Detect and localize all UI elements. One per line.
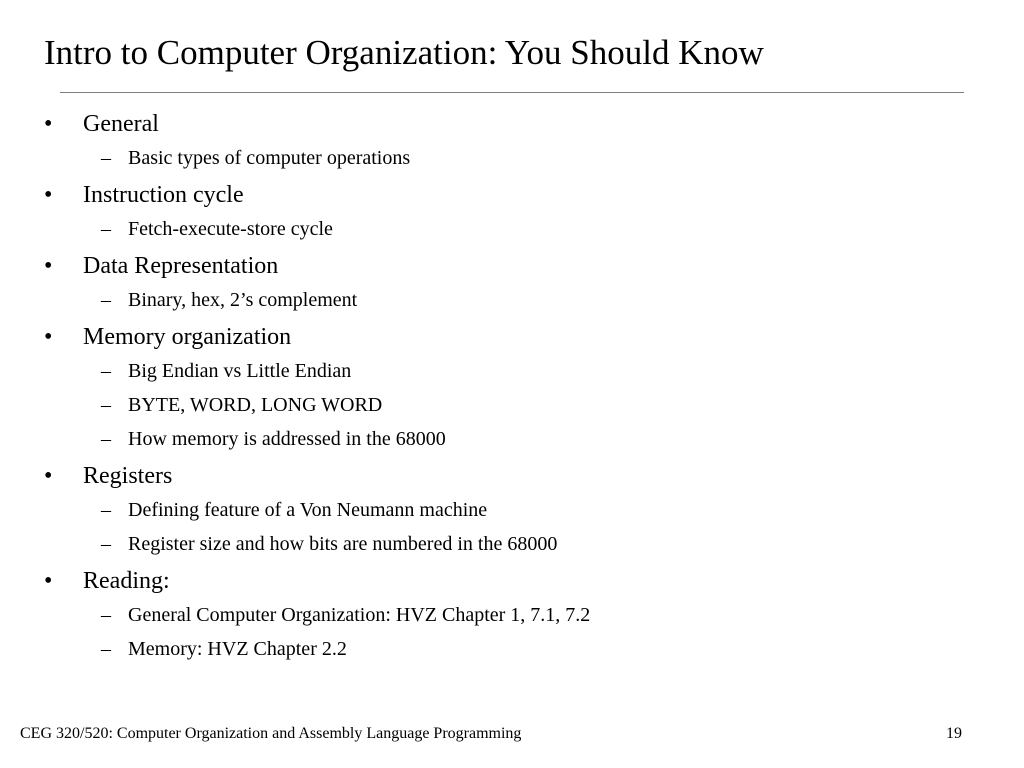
bullet-text: Fetch-execute-store cycle xyxy=(128,218,333,240)
bullet-text: Basic types of computer operations xyxy=(128,147,411,169)
bullet-text: Instruction cycle xyxy=(83,182,244,208)
bullet-text: How memory is addressed in the 68000 xyxy=(128,428,446,450)
bullet-marker: • xyxy=(44,568,53,594)
bullet-text: Memory organization xyxy=(83,324,292,350)
bullet-marker: • xyxy=(44,324,53,350)
bullet-text: Registers xyxy=(83,463,173,489)
bullet-text: General xyxy=(83,111,159,137)
bullet-marker: • xyxy=(44,182,53,208)
dash-marker: – xyxy=(101,147,111,169)
dash-marker: – xyxy=(101,218,111,240)
bullet-text: General Computer Organization: HVZ Chapter 1, 7.1, 7.2 xyxy=(128,604,591,626)
bullet-text: Binary, hex, 2’s complement xyxy=(128,289,358,311)
dash-marker: – xyxy=(101,533,111,555)
footer-course-name: CEG 320/520: Computer Organization and Assembly Language Programming xyxy=(20,725,522,742)
page-number: 19 xyxy=(946,725,962,742)
slide-title: Intro to Computer Organization: You Should Know xyxy=(44,33,764,72)
dash-marker: – xyxy=(101,289,111,311)
bullet-text: Memory: HVZ Chapter 2.2 xyxy=(128,638,347,660)
bullet-text: Reading: xyxy=(83,568,170,594)
bullet-text: BYTE, WORD, LONG WORD xyxy=(128,394,383,416)
bullet-marker: • xyxy=(44,111,53,137)
bullet-text: Big Endian vs Little Endian xyxy=(128,360,352,382)
bullet-text: Register size and how bits are numbered in the 68000 xyxy=(128,533,558,555)
dash-marker: – xyxy=(101,638,111,660)
dash-marker: – xyxy=(101,360,111,382)
dash-marker: – xyxy=(101,428,111,450)
bullet-marker: • xyxy=(44,463,53,489)
dash-marker: – xyxy=(101,394,111,416)
dash-marker: – xyxy=(101,499,111,521)
bullet-marker: • xyxy=(44,253,53,279)
bullet-text: Data Representation xyxy=(83,253,279,279)
dash-marker: – xyxy=(101,604,111,626)
bullet-text: Defining feature of a Von Neumann machine xyxy=(128,499,488,521)
